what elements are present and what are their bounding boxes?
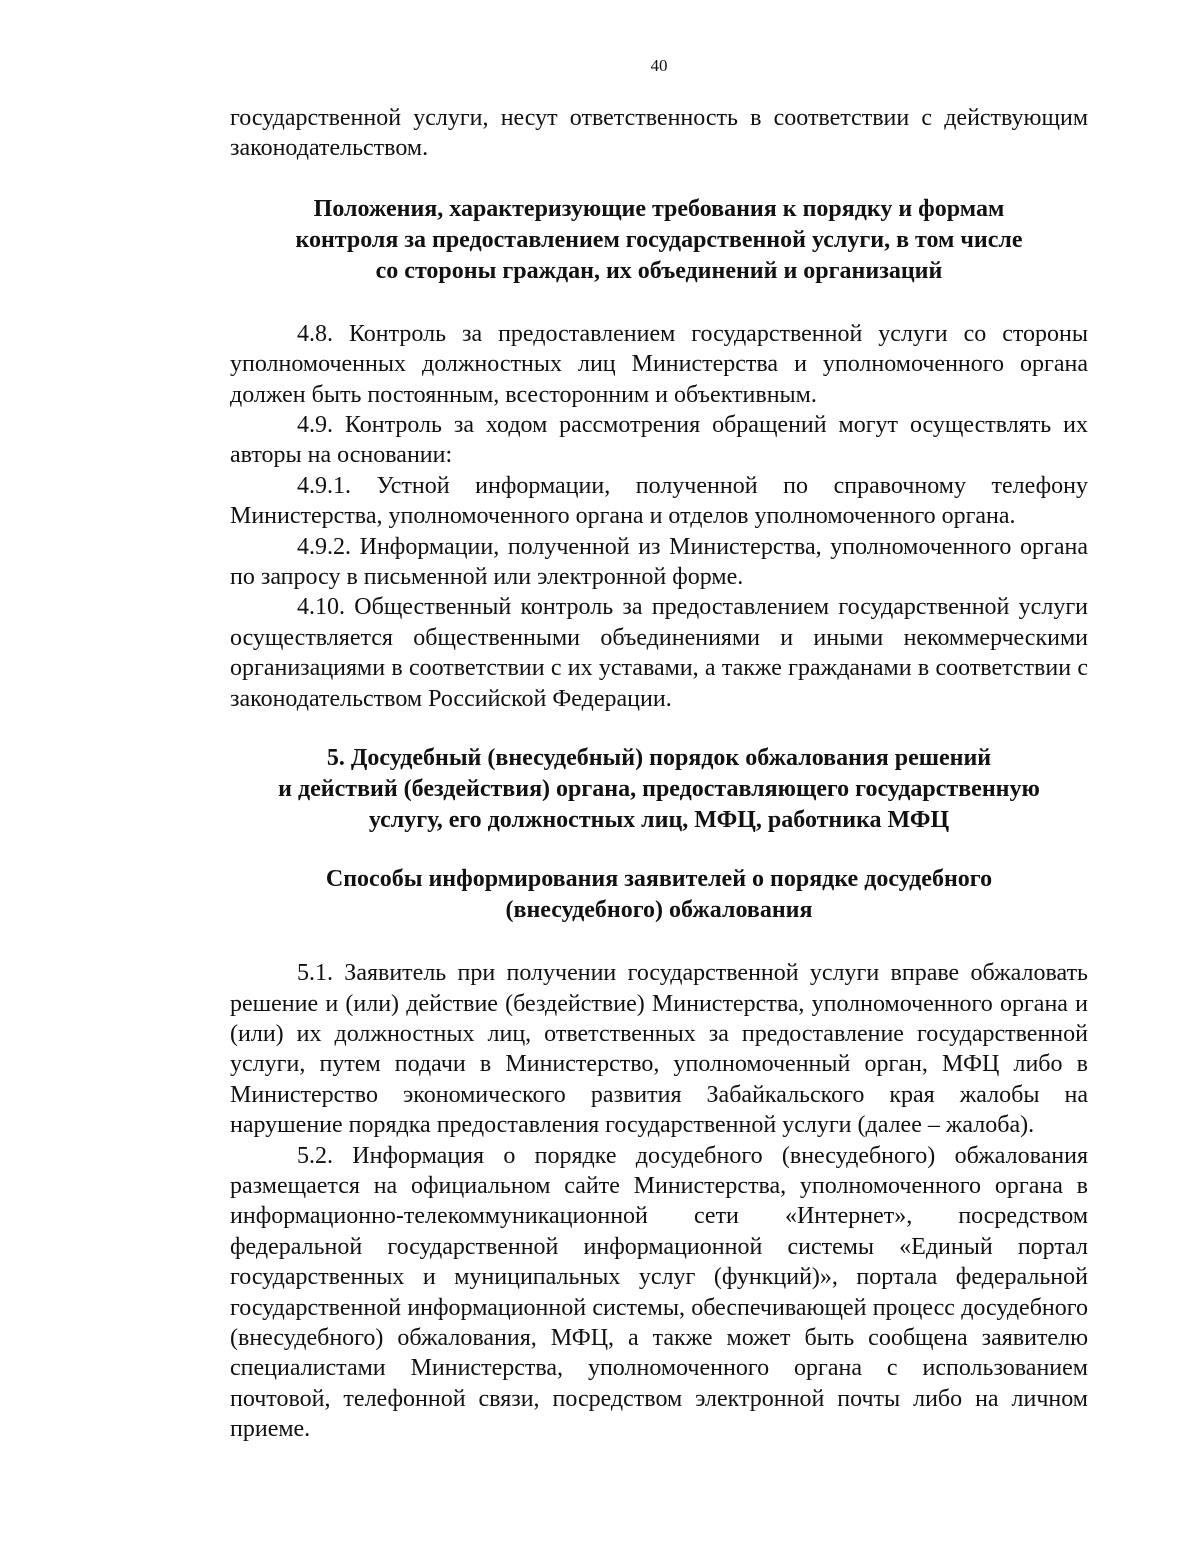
paragraph-5-2: 5.2. Информация о порядке досудебного (внесудебного) обжалования размещается на официальном сайте Министерства, уполномоченного органа в информационно-телекоммуникационной сети «Интернет», посредством федеральной государственной информационной системы «Единый портал государственных и муниципальных услуг (функций)», портала федеральной государственной информационной системы, обеспечивающей процесс досудебного (внесудебного) обжалования, МФЦ, а также может быть сообщена заявителю специалистами Министерства, уполномоченного органа с использованием почтовой, телефонной связи, посредством электронной почты либо на личном приеме. (230, 1142, 1088, 1443)
heading-line: и действий (бездействия) органа, предоставляющего государственную (278, 776, 1040, 803)
heading-section-5 (230, 743, 1088, 836)
paragraph-4-8: 4.8. Контроль за предоставлением государственной услуги со стороны уполномоченных должностных лиц Министерства и уполномоченного органа должен быть постоянным, всесторонним и объективным. (230, 320, 1088, 408)
page-number: 40 (650, 56, 668, 75)
paragraph-4-9-1: 4.9.1. Устной информации, полученной по справочному телефону Министерства, уполномоченного органа и отделов уполномоченного органа. (230, 472, 1088, 530)
paragraph-5-1: 5.1. Заявитель при получении государственной услуги вправе обжаловать решение и (или) действие (бездействие) Министерства, уполномоченного органа и (или) их должностных лиц, ответственных за предоставление государственной услуги, путем подачи в Министерство, уполномоченный орган, МФЦ либо в Министерство экономического развития Забайкальского края жалобы на нарушение порядка предоставления государственной услуги (далее – жалоба). (230, 960, 1088, 1139)
heading-line: контроля за предоставлением государственной услуги, в том числе (295, 226, 1023, 253)
heading-line: Способы информирования заявителей о порядке досудебного (325, 866, 993, 893)
heading-line: Положения, характеризующие требования к порядку и формам (313, 195, 1005, 222)
paragraph-4-10: 4.10. Общественный контроль за предоставлением государственной услуги осуществляется общественными объединениями и иными некоммерческими организациями в соответствии с их уставами, а также гражданами в соответствии с законодательством Российской Федерации. (230, 594, 1088, 712)
paragraph-4-9: 4.9. Контроль за ходом рассмотрения обращений могут осуществлять их авторы на основании: (230, 412, 1088, 469)
heading-line: 5. Досудебный (внесудебный) порядок обжалования решений (326, 745, 992, 772)
paragraph-intro: государственной услуги, несут ответственность в соответствии с действующим законодательством. (230, 105, 1088, 162)
document-body (230, 103, 1088, 1445)
heading-line: услугу, его должностных лиц, МФЦ, работника МФЦ (368, 807, 950, 834)
heading-informing-methods (230, 864, 1088, 926)
heading-line: со стороны граждан, их объединений и организаций (375, 257, 943, 284)
heading-line: (внесудебного) обжалования (505, 897, 813, 924)
paragraph-4-9-2: 4.9.2. Информации, полученной из Министерства, уполномоченного органа по запросу в письменной или электронной форме. (230, 533, 1088, 591)
heading-control-requirements (230, 194, 1088, 287)
